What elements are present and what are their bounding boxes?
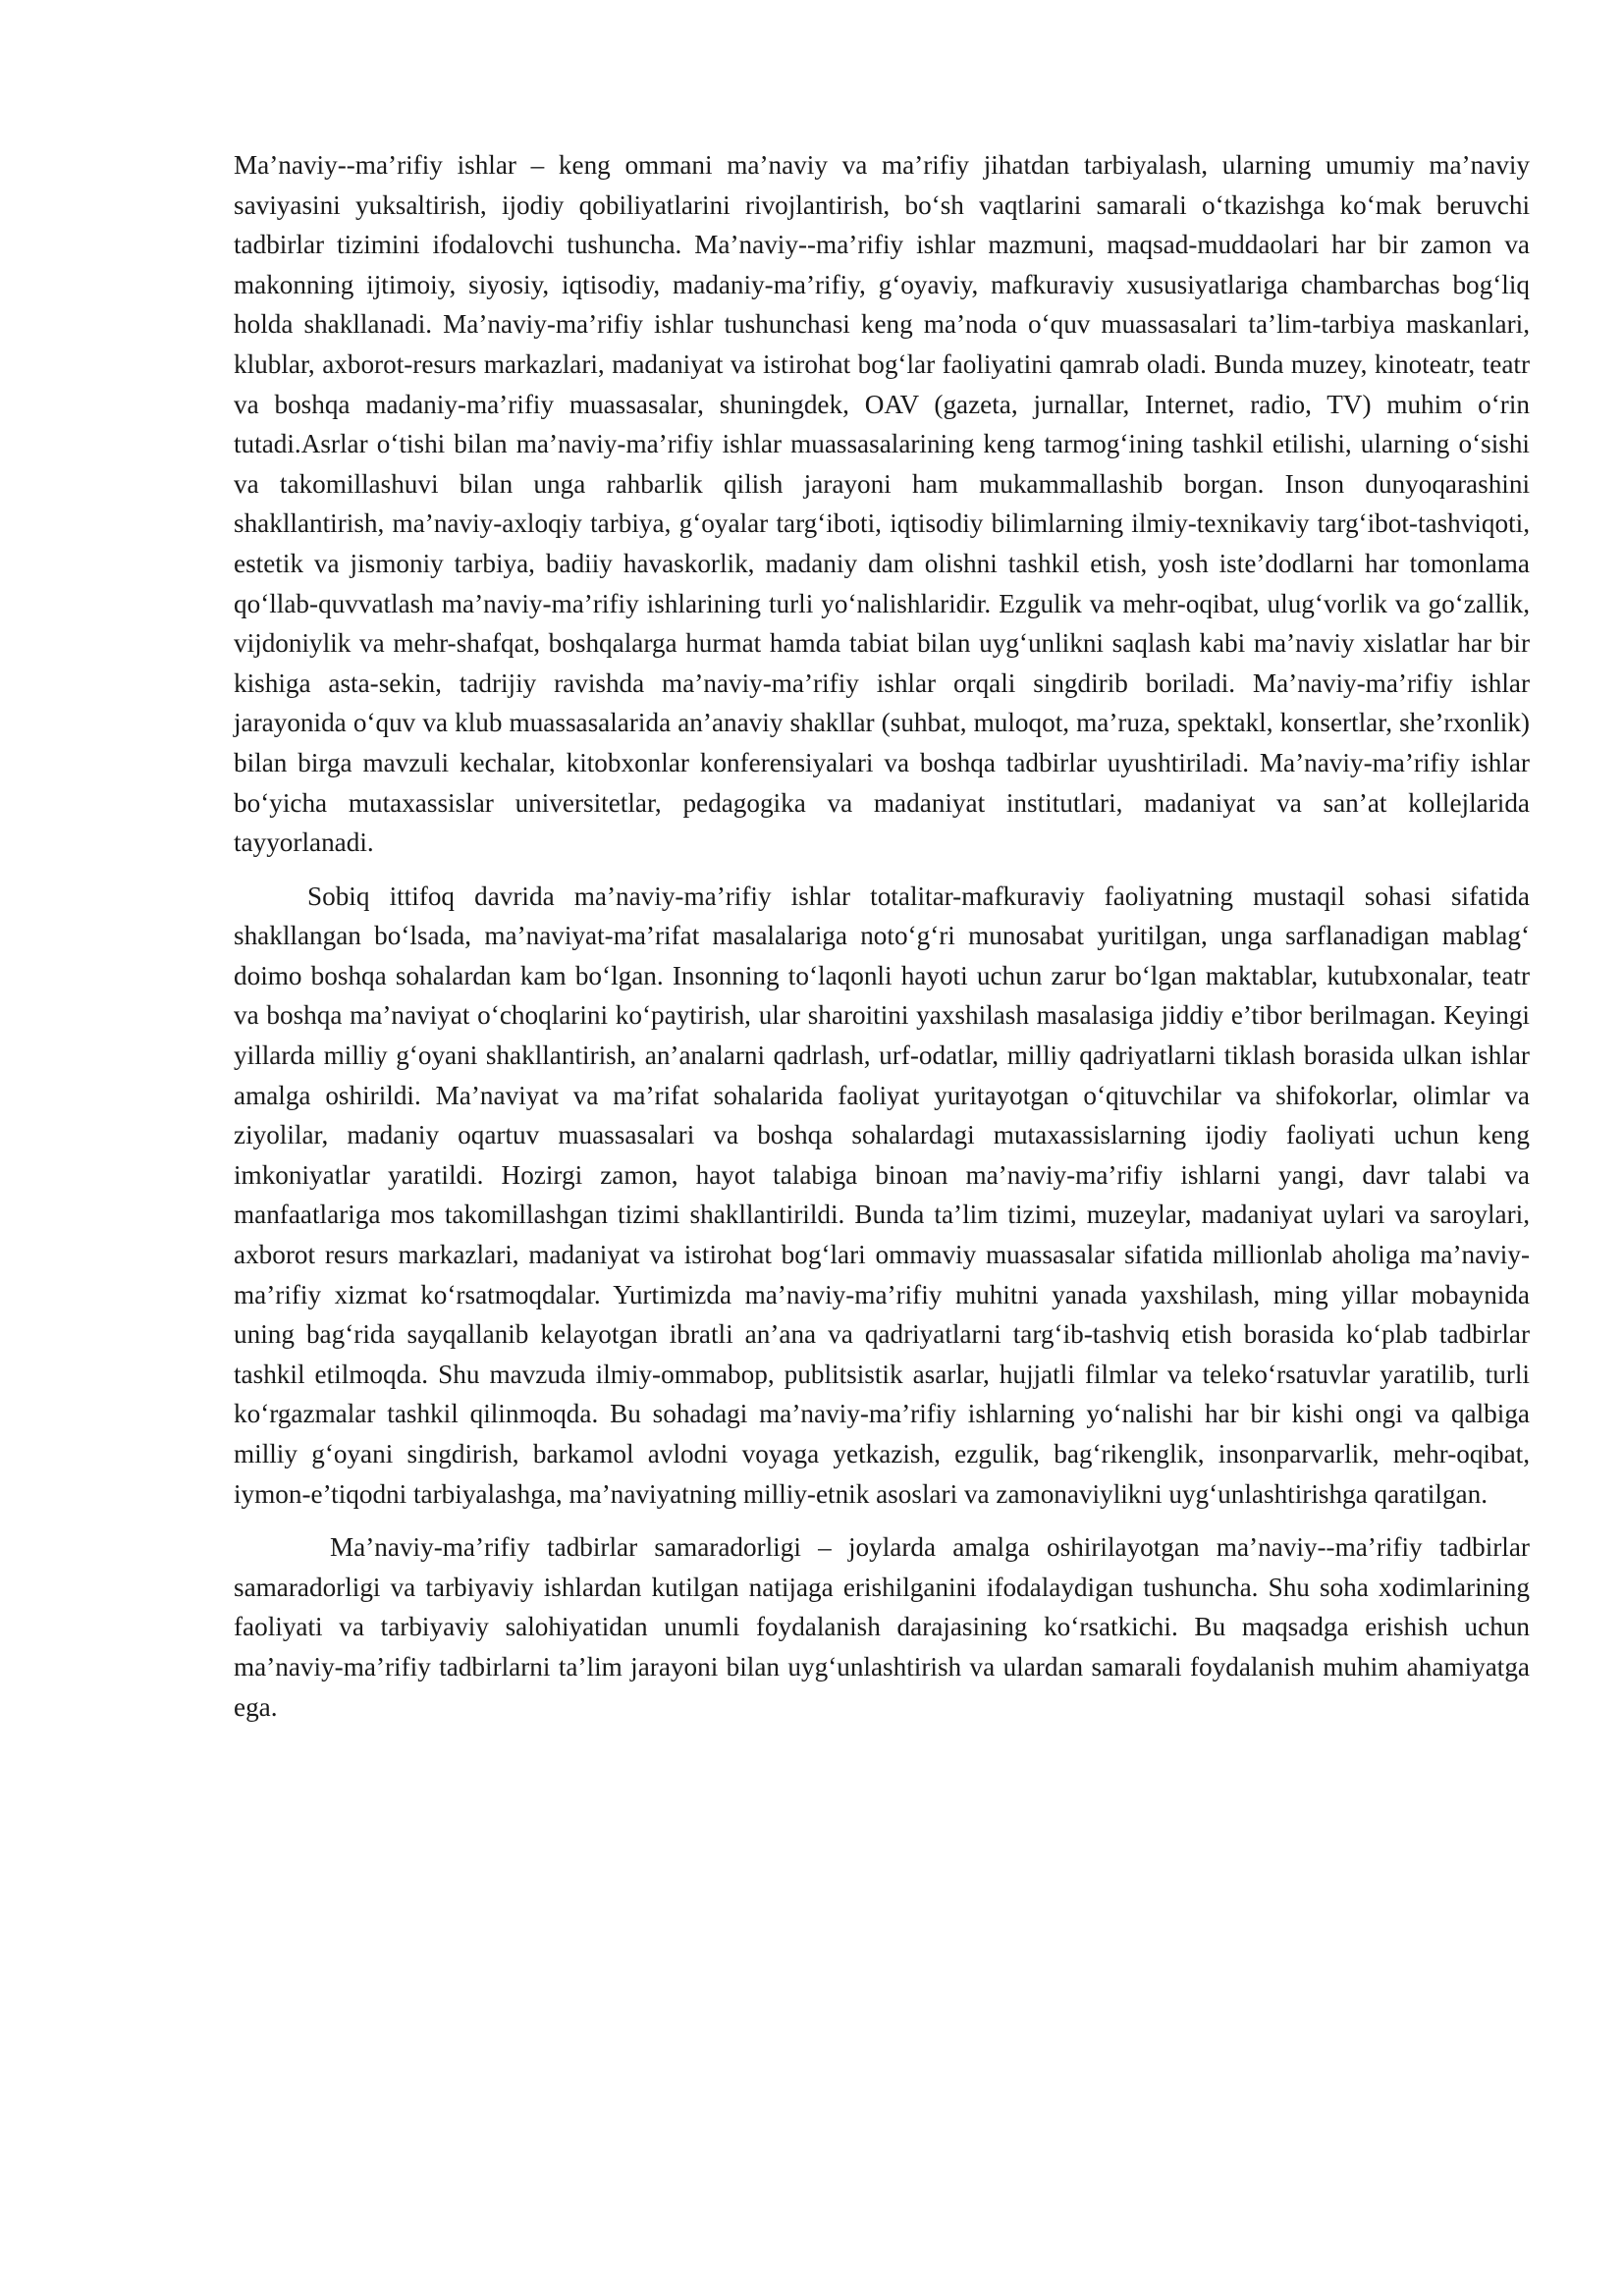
paragraph-2: Sobiq ittifoq davrida ma’naviy-ma’rifiy ishlar totalitar-mafkuraviy faoliyatning mustaqil sohasi sifatida shakllangan bo‘lsada, ma’naviyat-ma’rifat masalalariga noto‘g‘ri munosabat yuritilgan, unga sarflanadigan mablag‘ doimo boshqa sohalardan kam bo‘lgan. Insonning to‘laqonli hayoti uchun zarur bo‘lgan maktablar, kutubxonalar, teatr va boshqa ma’naviyat o‘choqlarini ko‘paytirish, ular sharoitini yaxshilash masalasiga jiddiy e’tibor berilmagan. Keyingi yillarda milliy g‘oyani shakllantirish, an’analarni qadrlash, urf-odatlar, milliy qadriyatlarni tiklash borasida ulkan ishlar amalga oshirildi. Ma’naviyat va ma’rifat sohalarida faoliyat yuritayotgan o‘qituvchilar va shifokorlar, olimlar va ziyolilar, madaniy oqartuv muassasalari va boshqa sohalardagi mutaxassislarning ijodiy faoliyati uchun keng imkoniyatlar yaratildi. Hozirgi zamon, hayot talabiga binoan ma’naviy-ma’rifiy ishlarni yangi, davr talabi va manfaatlariga mos takomillashgan tizimi shakllantirildi. Bunda ta’lim tizimi, muzeylar, madaniyat uylari va saroylari, axborot resurs markazlari, madaniyat va istirohat bog‘lari ommaviy muassasalar sifatida millionlab aholiga ma’naviy-ma’rifiy xizmat ko‘rsatmoqdalar. Yurtimizda ma’naviy-ma’rifiy muhitni yanada yaxshilash, ming yillar mobaynida uning bag‘rida sayqallanib kelayotgan ibratli an’ana va qadriyatlarni targ‘ib-tashviq etish borasida ko‘plab tadbirlar tashkil etilmoqda. Shu mavzuda ilmiy-ommabop, publitsistik asarlar, hujjatli filmlar va teleko‘rsatuvlar yaratilib, turli ko‘rgazmalar tashkil qilinmoqda. Bu sohadagi ma’naviy-ma’rifiy ishlarning yo‘nalishi har bir kishi ongi va qalbiga milliy g‘oyani singdirish, barkamol avlodni voyaga yetkazish, ezgulik, bag‘rikenglik, insonparvarlik, mehr-oqibat, iymon-e’tiqodni tarbiyalashga, ma’naviyatning milliy-etnik asoslari va zamonaviylikni uyg‘unlashtirishga qaratilgan. [234, 881, 1530, 1509]
document-page [234, 145, 1530, 1727]
paragraph-3: Ma’naviy-ma’rifiy tadbirlar samaradorligi – joylarda amalga oshirilayotgan ma’naviy--ma’rifiy tadbirlar samaradorligi va tarbiyaviy ishlardan kutilgan natijaga erishilganini ifodalaydigan tushuncha. Shu soha xodimlarining faoliyati va tarbiyaviy salohiyatidan unumli foydalanish darajasining ko‘rsatkichi. Bu maqsadga erishish uchun ma’naviy-ma’rifiy tadbirlarni ta’lim jarayoni bilan uyg‘unlashtirish va ulardan samarali foydalanish muhim ahamiyatga ega. [234, 1532, 1530, 1722]
paragraph-1: Ma’naviy--ma’rifiy ishlar – keng ommani ma’naviy va ma’rifiy jihatdan tarbiyalash, ularning umumiy ma’naviy saviyasini yuksaltirish, ijodiy qobiliyatlarini rivojlantirish, bo‘sh vaqtlarini samarali o‘tkazishga ko‘mak beruvchi tadbirlar tizimini ifodalovchi tushuncha. Ma’naviy--ma’rifiy ishlar mazmuni, maqsad-muddaolari har bir zamon va makonning ijtimoiy, siyosiy, iqtisodiy, madaniy-ma’rifiy, g‘oyaviy, mafkuraviy xususiyatlariga chambarchas bog‘liq holda shakllanadi. Ma’naviy-ma’rifiy ishlar tushunchasi keng ma’noda o‘quv muassasalari ta’lim-tarbiya maskanlari, klublar, axborot-resurs markazlari, madaniyat va istirohat bog‘lar faoliyatini qamrab oladi. Bunda muzey, kinoteatr, teatr va boshqa madaniy-ma’rifiy muassasalar, shuningdek, OAV (gazeta, jurnallar, Internet, radio, TV) muhim o‘rin tutadi.Asrlar o‘tishi bilan ma’naviy-ma’rifiy ishlar muassasalarining keng tarmog‘ining tashkil etilishi, ularning o‘sishi va takomillashuvi bilan unga rahbarlik qilish jarayoni ham mukammallashib borgan. Inson dunyoqarashini shakllantirish, ma’naviy-axloqiy tarbiya, g‘oyalar targ‘iboti, iqtisodiy bilimlarning ilmiy-texnikaviy targ‘ibot-tashviqoti, estetik va jismoniy tarbiya, badiiy havaskorlik, madaniy dam olishni tashkil etish, yosh iste’dodlarni har tomonlama qo‘llab-quvvatlash ma’naviy-ma’rifiy ishlarining turli yo‘nalishlaridir. Ezgulik va mehr-oqibat, ulug‘vorlik va go‘zallik, vijdoniylik va mehr-shafqat, boshqalarga hurmat hamda tabiat bilan uyg‘unlikni saqlash kabi ma’naviy xislatlar har bir kishiga asta-sekin, tadrijiy ravishda ma’naviy-ma’rifiy ishlar orqali singdirib boriladi. Ma’naviy-ma’rifiy ishlar jarayonida o‘quv va klub muassasalarida an’anaviy shakllar (suhbat, muloqot, ma’ruza, spektakl, konsertlar, she’rxonlik) bilan birga mavzuli kechalar, kitobxonlar konferensiyalari va boshqa tadbirlar uyushtiriladi. Ma’naviy-ma’rifiy ishlar bo‘yicha mutaxassislar universitetlar, pedagogika va madaniyat institutlari, madaniyat va san’at kollejlarida tayyorlanadi. [234, 150, 1530, 858]
